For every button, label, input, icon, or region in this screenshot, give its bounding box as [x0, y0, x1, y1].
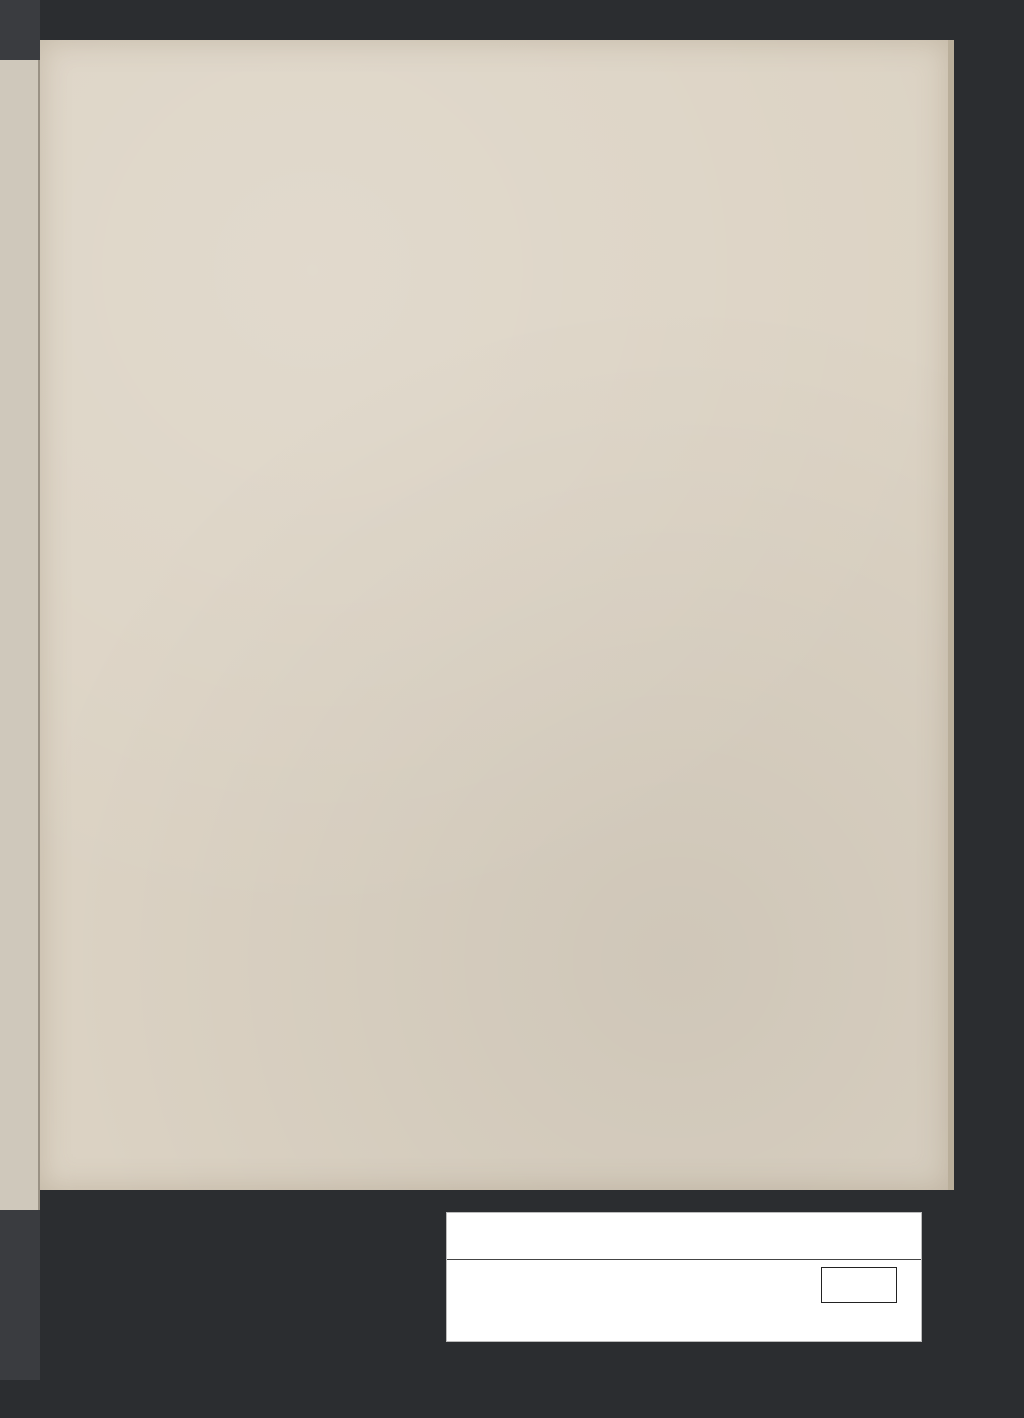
swatch	[878, 1268, 897, 1302]
previous-page-edge	[0, 60, 40, 1210]
scale-ruler	[467, 1265, 707, 1299]
page-edge	[948, 40, 954, 1190]
swatch	[841, 1268, 860, 1302]
ornament-band	[128, 172, 776, 244]
gray-swatches	[821, 1267, 897, 1303]
swatch	[822, 1268, 841, 1302]
swatch	[859, 1268, 878, 1302]
hab-barcode-icon	[6, 1386, 50, 1412]
card-divider	[447, 1259, 921, 1260]
footer-bar	[0, 1380, 1024, 1418]
color-calibration-card	[446, 1212, 922, 1342]
